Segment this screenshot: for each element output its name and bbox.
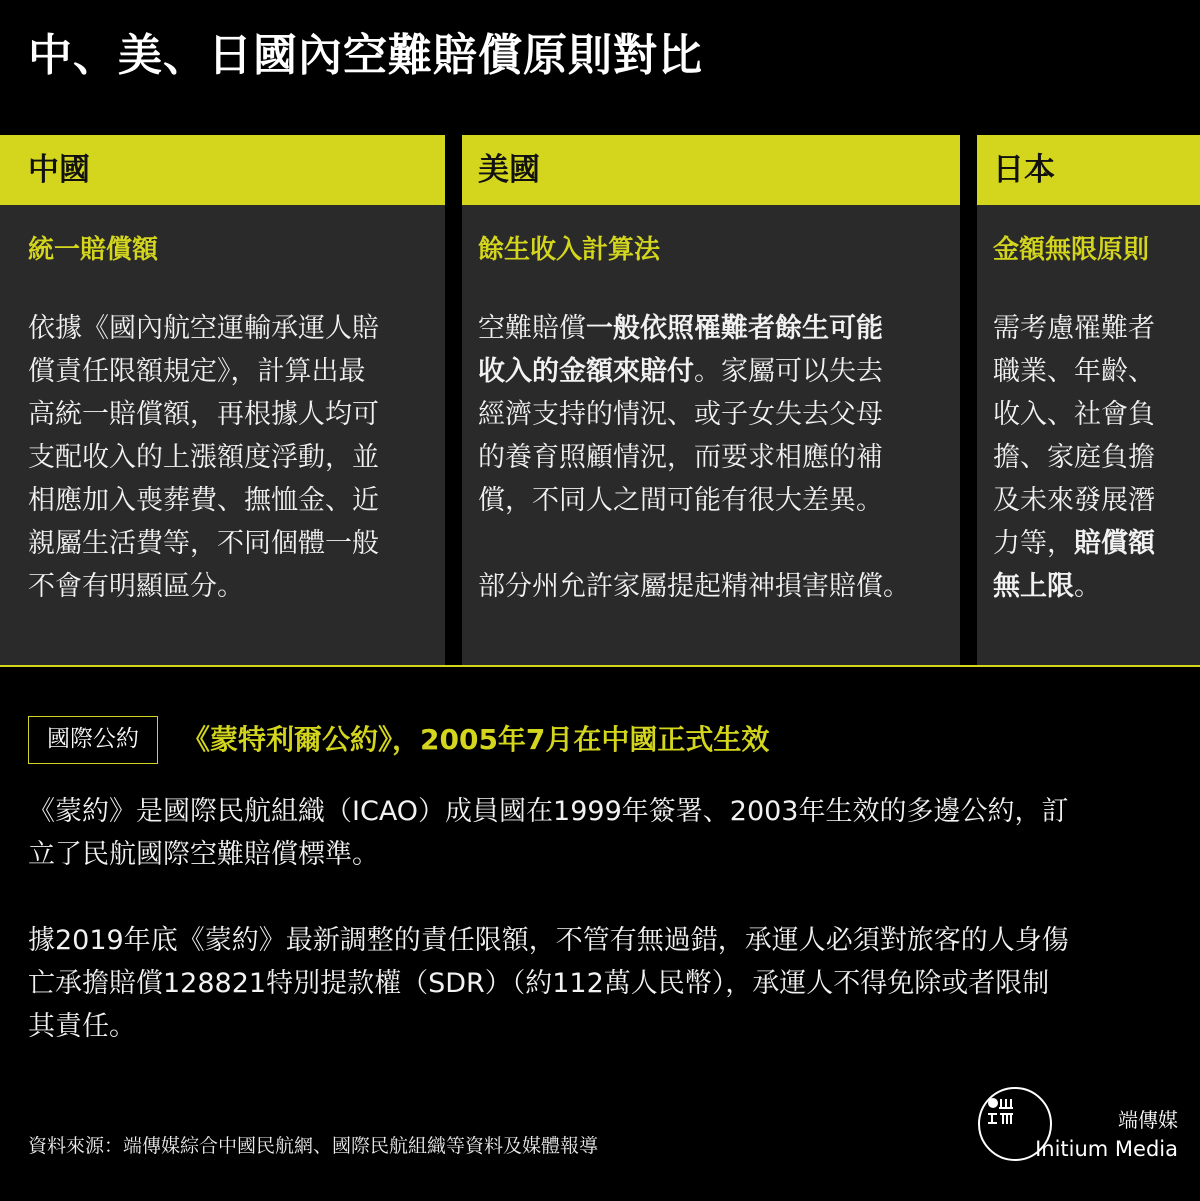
body-line: 力等，賠償額	[993, 528, 1155, 559]
body-line: 擔、家庭負擔	[993, 442, 1155, 473]
body-line: 支配收入的上漲額度浮動，並	[28, 442, 379, 473]
convention-title: 《蒙特利爾公約》，2005年7月在中國正式生效	[182, 723, 770, 756]
body-line: 親屬生活費等，不同個體一般	[28, 528, 379, 559]
body-line: 償責任限額規定》，計算出最	[28, 356, 366, 387]
column-subtitle-china: 統一賠償額	[28, 235, 159, 265]
column-body-japan	[977, 307, 1200, 608]
body-line: 經濟支持的情況、或子女失去父母	[478, 399, 883, 430]
body-line: 不會有明顯區分。	[28, 571, 244, 602]
section-divider	[0, 665, 1200, 667]
convention-paragraph-1	[28, 790, 1178, 876]
body-line: 職業、年齡、	[993, 356, 1155, 387]
body-line: 的養育照顧情況，而要求相應的補	[478, 442, 883, 473]
brand-name-cn: 端傳媒	[1118, 1108, 1178, 1132]
column-china	[0, 135, 445, 665]
body-line: 無上限。	[993, 571, 1101, 602]
body-line: 收入、社會負	[993, 399, 1155, 430]
body-line: 及未來發展潛	[993, 485, 1155, 516]
column-subtitle-usa: 餘生收入計算法	[478, 235, 661, 265]
para-line: 其責任。	[28, 1011, 136, 1042]
body-line: 依據《國內航空運輸承運人賠	[28, 313, 379, 344]
para-line: 亡承擔賠償128821特別提款權（SDR）（約112萬人民幣），承運人不得免除或者限制	[28, 968, 1050, 999]
body-line: 收入的金額來賠付。家屬可以失去	[478, 356, 883, 387]
convention-tag: 國際公約	[28, 716, 158, 764]
column-subtitle-japan: 金額無限原則	[993, 235, 1150, 265]
body-line: 部分州允許家屬提起精神損害賠償。	[478, 571, 910, 602]
source-note: 資料來源：端傳媒綜合中國民航網、國際民航組織等資料及媒體報導	[28, 1135, 599, 1157]
para-line: 立了民航國際空難賠償標準。	[28, 839, 379, 870]
page-title: 中、美、日國內空難賠償原則對比	[28, 30, 703, 81]
body-line: 高統一賠償額，再根據人均可	[28, 399, 379, 430]
para-line: 《蒙約》是國際民航組織（ICAO）成員國在1999年簽署、2003年生效的多邊公約，訂	[28, 796, 1069, 827]
body-line: 相應加入喪葬費、撫恤金、近	[28, 485, 379, 516]
column-usa	[462, 135, 960, 665]
brand-name-en: Initium Media	[1035, 1137, 1178, 1161]
column-japan	[977, 135, 1200, 665]
column-header-china: 中國	[0, 135, 445, 205]
column-body-china	[0, 307, 445, 608]
body-line: 償，不同人之間可能有很大差異。	[478, 485, 883, 516]
body-line: 空難賠償一般依照罹難者餘生可能	[478, 313, 883, 344]
body-line: 需考慮罹難者	[993, 313, 1155, 344]
column-header-usa: 美國	[462, 135, 960, 205]
column-header-japan: 日本	[977, 135, 1200, 205]
convention-paragraph-2	[28, 919, 1178, 1048]
para-line: 據2019年底《蒙約》最新調整的責任限額，不管有無過錯，承運人必須對旅客的人身傷	[28, 925, 1069, 956]
column-body-usa	[462, 307, 960, 608]
